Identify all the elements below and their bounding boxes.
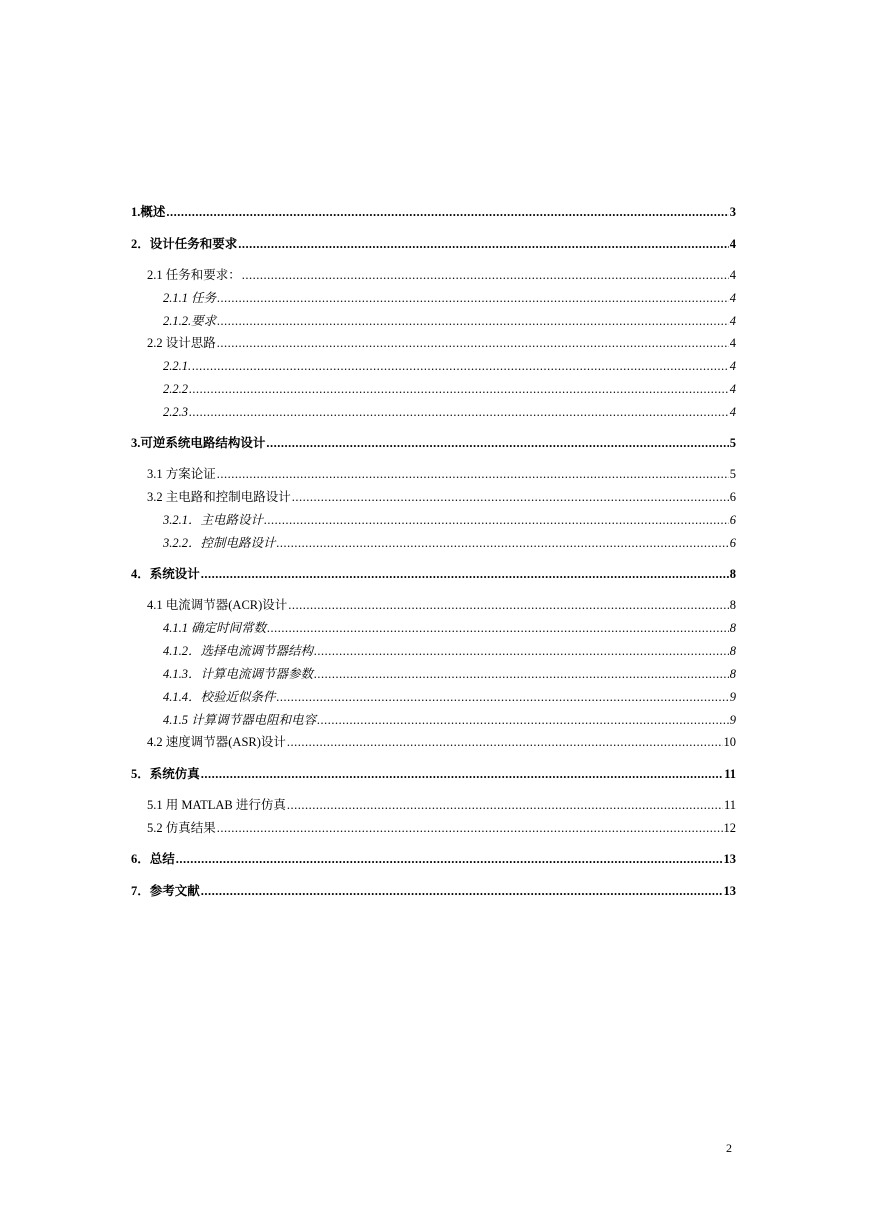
toc-entry-page: 9 [729,713,736,727]
toc-entry[interactable] [131,766,736,782]
toc-entry[interactable] [163,712,736,728]
toc-entry-page: 11 [723,798,736,812]
dot-leader [264,512,729,528]
toc-entry[interactable] [131,435,736,451]
dot-leader [277,535,729,551]
dot-leader [217,466,729,482]
toc-entry[interactable] [147,466,736,482]
toc-entry[interactable] [163,358,736,374]
toc-entry-title: 1.概述 [131,205,166,219]
toc-entry-title: 7．参考文献 [131,884,200,898]
toc-entry-page: 12 [723,821,736,835]
toc-entry[interactable] [163,620,736,636]
toc-entry-page: 4 [729,359,736,373]
toc-entry-title: 2．设计任务和要求 [131,237,238,251]
page-number: 2 [726,1141,732,1155]
toc-entry[interactable] [131,236,736,252]
toc-entry[interactable] [131,851,736,867]
toc-entry-title: 4.1.4．校验近似条件 [163,690,276,704]
dot-leader [267,620,729,636]
toc-entry-title: 4.2 速度调节器(ASR)设计 [147,735,286,749]
dot-leader [217,335,729,351]
dot-leader [287,734,723,750]
toc-entry[interactable] [147,267,736,283]
dot-leader [277,689,729,705]
toc-entry-page: 8 [729,567,736,581]
dot-leader [192,358,729,374]
toc-entry-title: 4.1.3．计算电流调节器参数 [163,667,314,681]
toc-entry[interactable] [163,689,736,705]
toc-entry-title: 2.1.1 任务 [163,291,217,305]
toc-entry[interactable] [147,734,736,750]
toc-entry-page: 6 [729,490,736,504]
toc-entry[interactable] [163,535,736,551]
dot-leader [189,381,729,397]
toc-entry-page: 8 [729,598,736,612]
toc-entry-title: 6．总结 [131,852,175,866]
toc-entry-title: 4.1.2．选择电流调节器结构 [163,644,314,658]
toc-entry-title: 3.2 主电路和控制电路设计 [147,490,291,504]
toc-entry-page: 11 [724,767,736,781]
toc-entry[interactable] [147,820,736,836]
toc-entry-page: 4 [729,382,736,396]
dot-leader [314,643,729,659]
toc-entry-page: 8 [729,644,736,658]
dot-leader [166,204,728,220]
toc-entry-page: 6 [729,536,736,550]
toc-entry-title: 5．系统仿真 [131,767,200,781]
dot-leader [238,236,728,252]
toc-entry-title: 4．系统设计 [131,567,200,581]
toc-entry[interactable] [147,597,736,613]
dot-leader [317,712,729,728]
toc-entry-title: 2.1 任务和要求： [147,268,241,282]
toc-entry-page: 3 [729,205,736,219]
toc-entry[interactable] [147,797,736,813]
dot-leader [189,404,729,420]
toc-entry-title: 3.2.1．主电路设计 [163,513,264,527]
toc-entry[interactable] [131,883,736,899]
dot-leader [266,435,728,451]
toc-entry-page: 9 [729,690,736,704]
dot-leader [201,566,729,582]
toc-entry[interactable] [163,381,736,397]
toc-entry-title: 4.1 电流调节器(ACR)设计 [147,598,288,612]
toc-entry[interactable] [147,489,736,505]
toc-entry-page: 5 [729,467,736,481]
dot-leader [201,766,723,782]
toc-entry-title: 2.2.2 [163,382,188,396]
toc-entry-page: 4 [729,314,736,328]
toc-entry-title: 3.1 方案论证 [147,467,216,481]
toc-entry-title: 2.2.1. [163,359,192,373]
toc-entry-title: 2.1.2.要求 [163,314,217,328]
toc-entry-title: 5.2 仿真结果 [147,821,216,835]
toc-entry-page: 10 [723,735,736,749]
toc-entry-page: 4 [729,268,736,282]
dot-leader [288,597,728,613]
toc-entry[interactable] [163,512,736,528]
toc-entry-page: 13 [723,884,736,898]
toc-entry-page: 13 [723,852,736,866]
toc-entry-page: 4 [729,336,736,350]
toc-entry-page: 5 [729,436,736,450]
toc-entry[interactable] [147,335,736,351]
dot-leader [287,797,723,813]
dot-leader [217,313,729,329]
dot-leader [242,267,729,283]
toc-entry-title: 2.2 设计思路 [147,336,216,350]
dot-leader [292,489,729,505]
toc-entry-page: 8 [729,667,736,681]
toc-entry-title: 4.1.5 计算调节器电阻和电容 [163,713,317,727]
toc-entry-title: 3.2.2．控制电路设计 [163,536,276,550]
dot-leader [176,851,723,867]
toc-entry-title: 5.1 用 MATLAB 进行仿真 [147,798,286,812]
toc-entry[interactable] [163,643,736,659]
toc-entry-title: 2.2.3 [163,405,188,419]
toc-entry-page: 6 [729,513,736,527]
toc-entry-page: 4 [729,291,736,305]
toc-entry[interactable] [163,666,736,682]
dot-leader [314,666,729,682]
toc-entry[interactable] [131,566,736,582]
toc-entry-page: 4 [729,405,736,419]
toc-entry-page: 8 [729,621,736,635]
toc-entry[interactable] [163,290,736,306]
dot-leader [217,820,723,836]
toc-entry-title: 3.可逆系统电路结构设计 [131,436,266,450]
toc-entry-page: 4 [729,237,736,251]
dot-leader [201,883,723,899]
toc-entry-title: 4.1.1 确定时间常数 [163,621,267,635]
toc-entry[interactable] [131,204,736,220]
toc-entry[interactable] [163,313,736,329]
dot-leader [217,290,729,306]
toc-entry[interactable] [163,404,736,420]
